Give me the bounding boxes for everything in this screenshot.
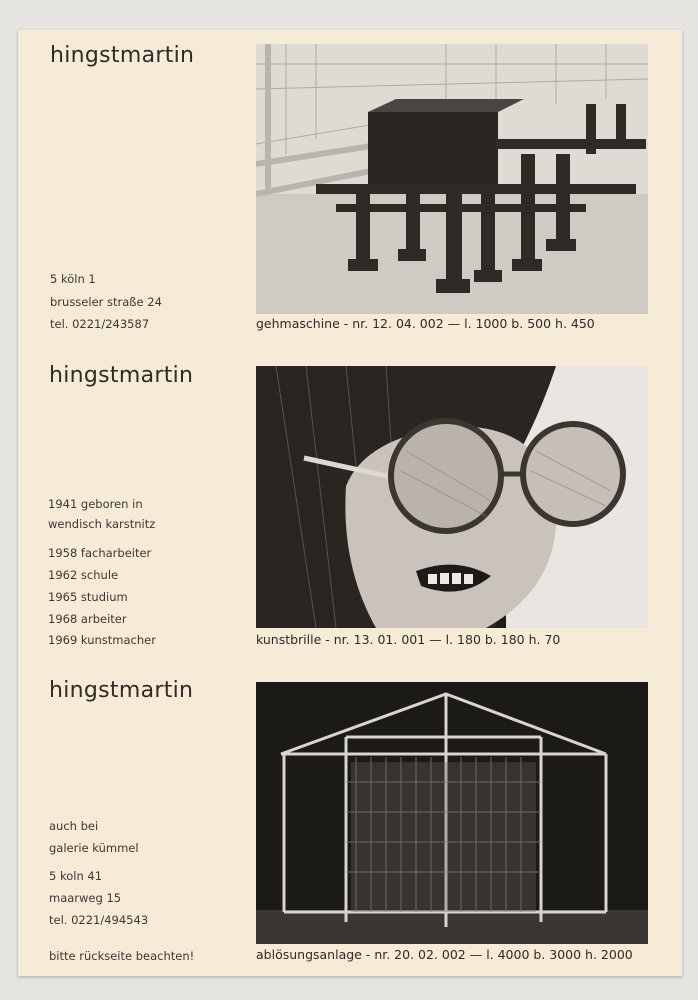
address-line-1: 5 köln 1 — [50, 272, 96, 286]
gallery-line-3: 5 koln 41 — [49, 869, 103, 883]
caption-gehmaschine: gehmaschine - nr. 12. 04. 002 — l. 1000 b. 500 h. 450 — [256, 316, 595, 331]
notice-text: bitte rückseite beachten! — [49, 949, 195, 963]
brand-title-2: hingstmartin — [49, 363, 194, 388]
brand-title-1: hingstmartin — [50, 43, 195, 68]
bio-line-7: 1969 kunstmacher — [48, 633, 156, 647]
bio-line-1: 1941 geboren in — [48, 497, 143, 511]
photo-abloesungsanlage — [256, 682, 648, 944]
gallery-line-1: auch bei — [49, 819, 99, 833]
gallery-phone: tel. 0221/494543 — [49, 913, 149, 927]
bio-line-4: 1962 schule — [48, 568, 119, 582]
bio-line-6: 1968 arbeiter — [48, 612, 127, 626]
photo-kunstbrille — [256, 366, 648, 628]
gallery-line-2: galerie kümmel — [49, 841, 139, 855]
brand-title-3: hingstmartin — [49, 678, 194, 703]
bio-line-2: wendisch karstnitz — [48, 517, 156, 531]
caption-kunstbrille: kunstbrille - nr. 13. 01. 001 — l. 180 b. 180 h. 70 — [256, 632, 561, 647]
poster-sheet — [18, 30, 682, 976]
address-line-2: brusseler straße 24 — [50, 295, 162, 309]
photo-gehmaschine — [256, 44, 648, 314]
bio-line-3: 1958 facharbeiter — [48, 546, 152, 560]
gallery-line-4: maarweg 15 — [49, 891, 122, 905]
phone-line-1: tel. 0221/243587 — [50, 317, 150, 331]
bio-line-5: 1965 studium — [48, 590, 128, 604]
caption-abloesungsanlage: ablösungsanlage - nr. 20. 02. 002 — l. 4000 b. 3000 h. 2000 — [256, 947, 633, 962]
